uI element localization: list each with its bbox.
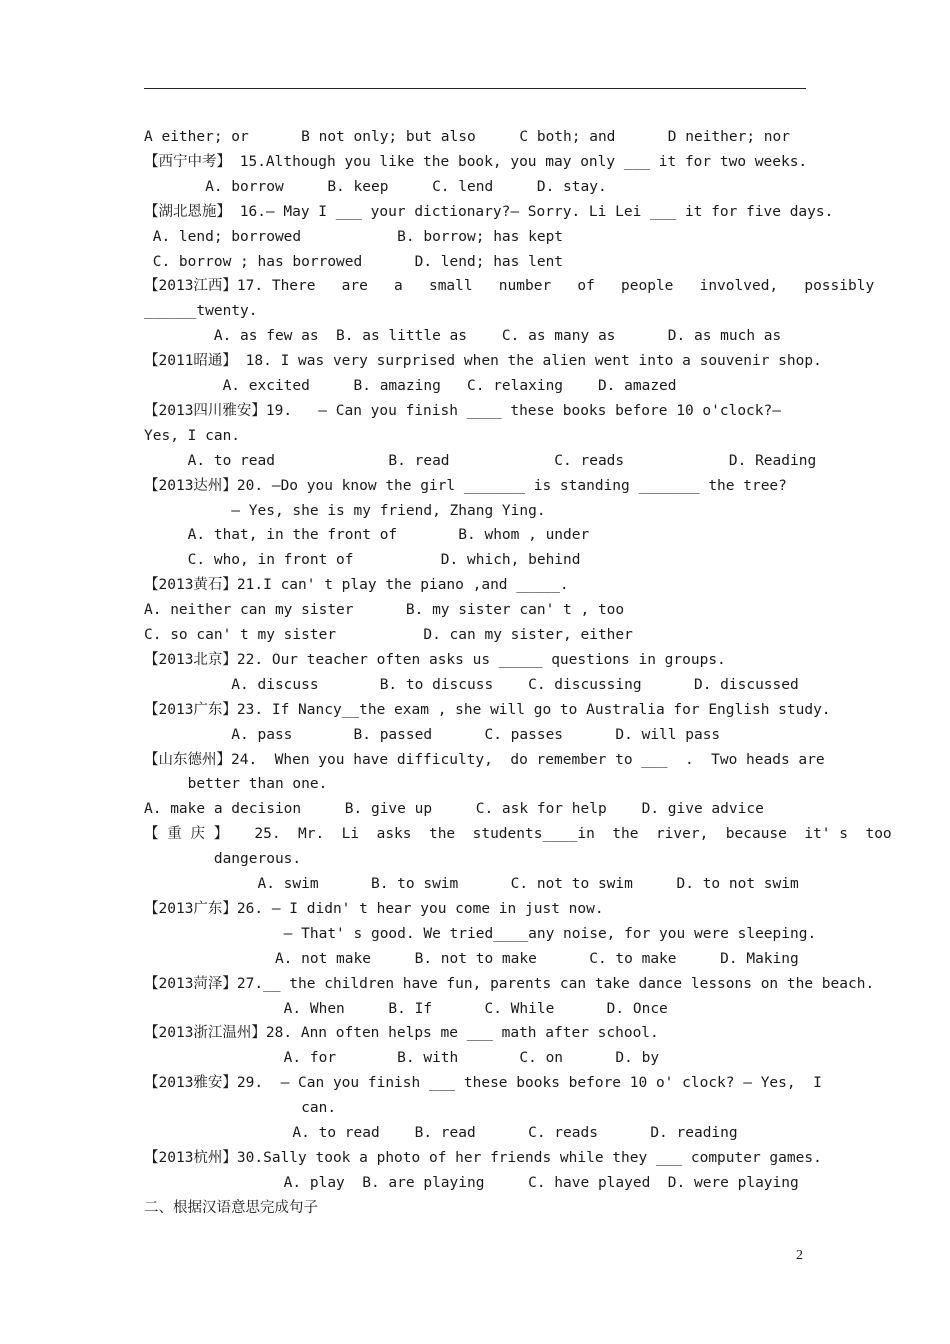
text-line: 【湖北恩施】 16.— May I ___ your dictionary?— Sorry. Li Lei ___ it for five days. [144, 203, 834, 220]
text-line: — Yes, she is my friend, Zhang Ying. [144, 502, 546, 519]
text-line: A. swim B. to swim C. not to swim D. to not swim [144, 876, 799, 892]
text-line: 【2013四川雅安】19. — Can you finish ____ these books before 10 o'clock?— [144, 402, 781, 419]
text-line: 【2013江西】17. There are a small number of people involved, possibly [144, 278, 875, 295]
text-line: 【2013达州】20. —Do you know the girl _______ is standing _______ the tree? [144, 477, 787, 494]
text-line: A. discuss B. to discuss C. discussing D. discussed [144, 676, 799, 693]
text-line: 【2013广东】23. If Nancy__the exam , she will go to Australia for English study. [144, 701, 831, 718]
text-line: dangerous. [144, 851, 302, 868]
text-line: A. to read B. read C. reads D. Reading [144, 452, 817, 469]
text-line: 【2013广东】26. — I didn' t hear you come in just now. [144, 900, 604, 917]
text-line: A. for B. with C. on D. by [144, 1050, 660, 1067]
text-line: can. [144, 1100, 337, 1117]
section-heading: 二、根据汉语意思完成句子 [144, 1199, 318, 1216]
text-line: A. excited B. amazing C. relaxing D. amazed [144, 378, 677, 394]
text-line: 【2013黄石】21.I can' t play the piano ,and _____. [144, 577, 569, 594]
text-line: A. When B. If C. While D. Once [144, 1000, 668, 1017]
text-line: 【 重 庆 】 25. Mr. Li asks the students____in the river, because it' s too [144, 826, 892, 843]
text-line: A. borrow B. keep C. lend D. stay. [144, 178, 607, 195]
text-line: 【2013菏泽】27.__ the children have fun, parents can take dance lessons on the beach. [144, 975, 875, 992]
text-line: A. make a decision B. give up C. ask for help D. give advice [144, 801, 764, 818]
text-line: A. play B. are playing C. have played D. were playing [144, 1174, 799, 1191]
text-line: 【2013北京】22. Our teacher often asks us _____ questions in groups. [144, 651, 726, 668]
text-line: 【2011昭通】 18. I was very surprised when the alien went into a souvenir shop. [144, 353, 822, 370]
text-line: 【2013雅安】29. — Can you finish ___ these books before 10 o' clock? — Yes, I [144, 1075, 822, 1092]
header-rule [144, 88, 806, 89]
text-line: 【2013浙江温州】28. Ann often helps me ___ math after school. [144, 1025, 659, 1042]
text-line: A. that, in the front of B. whom , under [144, 527, 590, 544]
text-line: C. who, in front of D. which, behind [144, 552, 581, 569]
text-line: 【山东德州】24. When you have difficulty, do remember to ___ . Two heads are [144, 751, 825, 768]
text-line: A. to read B. read C. reads D. reading [144, 1125, 738, 1141]
text-line: C. borrow ; has borrowed D. lend; has lent [144, 253, 564, 270]
text-line: A. neither can my sister B. my sister can' t , too [144, 602, 625, 619]
text-line: better than one. [144, 776, 328, 793]
text-line: A. lend; borrowed B. borrow; has kept [144, 228, 564, 245]
text-line: 【2013杭州】30.Sally took a photo of her friends while they ___ computer games. [144, 1149, 822, 1166]
text-line: ______twenty. [144, 303, 258, 320]
text-line: A either; or B not only; but also C both; and D neither; nor [144, 129, 791, 145]
text-line: C. so can' t my sister D. can my sister, either [144, 627, 633, 643]
text-line: A. as few as B. as little as C. as many as D. as much as [144, 328, 782, 345]
page-number: 2 [796, 1248, 803, 1263]
text-line: A. not make B. not to make C. to make D. Making [144, 950, 799, 967]
text-line: Yes, I can. [144, 427, 241, 444]
text-line: — That' s good. We tried____any noise, for you were sleeping. [144, 925, 817, 942]
text-line: A. pass B. passed C. passes D. will pass [144, 726, 721, 743]
text-line: 【西宁中考】 15.Although you like the book, you may only ___ it for two weeks. [144, 153, 808, 170]
